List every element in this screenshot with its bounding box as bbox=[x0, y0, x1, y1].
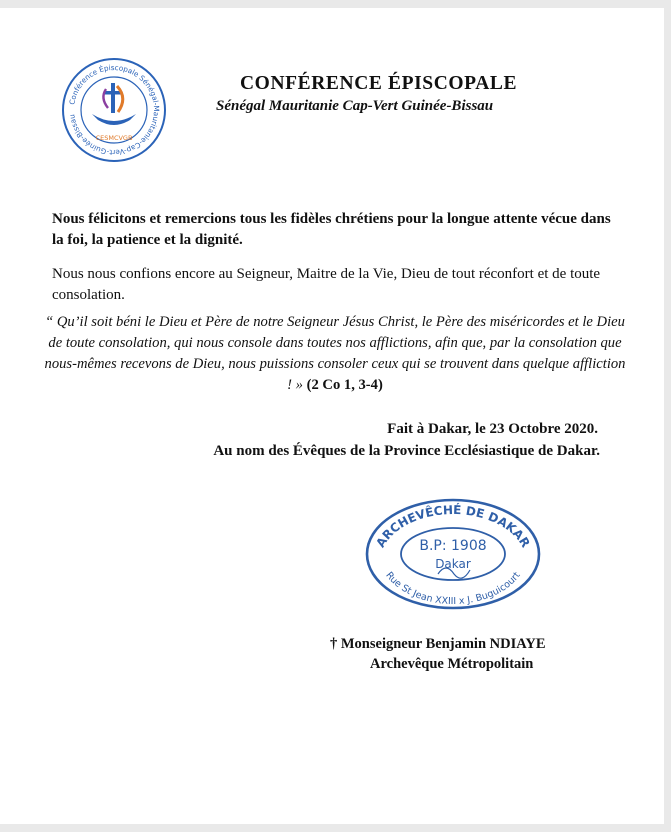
svg-text:CESMCVGB: CESMCVGB bbox=[95, 134, 133, 142]
signatory-title: Archevêque Métropolitain bbox=[370, 656, 534, 672]
svg-text:Rue St Jean XXIII x J. Buguico: Rue St Jean XXIII x J. Buguicourt bbox=[383, 569, 523, 608]
scripture-reference: (2 Co 1, 3-4) bbox=[306, 377, 383, 393]
letter-page bbox=[0, 8, 664, 824]
conference-title: CONFÉRENCE ÉPISCOPALE bbox=[240, 73, 518, 94]
scripture-quote-text: “ Qu’il soit béni le Dieu et Père de notre Seigneur Jésus Christ, le Père des miséricordes et le Dieu de toute consolation, qui nous console dans toutes nos afflictions, afin que, par la consolation que nous-mêmes recevons de Dieu, nous puissions consoler ceux qui se trouvent dans quelque affliction ! » bbox=[44, 314, 626, 393]
svg-text:Conférence Épiscopale Sénégal-: Conférence Épiscopale Sénégal-Mauritanie-Cap-Vert-Guinée-Bissau bbox=[67, 62, 162, 158]
gratitude-paragraph: Nous félicitons et remercions tous les fidèles chrétiens pour la longue attente vécue dans la foi, la patience et la dignité. bbox=[52, 211, 611, 248]
place-and-date: Fait à Dakar, le 23 Octobre 2020. bbox=[387, 421, 598, 437]
logo-emblem-icon bbox=[60, 56, 168, 164]
signatory-name: † Monseigneur Benjamin NDIAYE bbox=[330, 636, 546, 652]
svg-text:B.P: 1908: B.P: 1908 bbox=[419, 538, 487, 554]
svg-text:ARCHEVÊCHÉ DE DAKAR: ARCHEVÊCHÉ DE DAKAR bbox=[373, 502, 533, 550]
conference-subtitle: Sénégal Mauritanie Cap-Vert Guinée-Bissau bbox=[216, 98, 494, 114]
trust-paragraph: Nous nous confions encore au Seigneur, Maitre de la Vie, Dieu de tout réconfort et de toute consolation. bbox=[52, 266, 601, 303]
stamp-seal-icon bbox=[358, 492, 548, 612]
on-behalf-line: Au nom des Évêques de la Province Ecclésiastique de Dakar. bbox=[213, 443, 600, 459]
episcopal-conference-logo bbox=[60, 56, 168, 164]
scripture-quote bbox=[44, 312, 626, 396]
svg-text:Dakar: Dakar bbox=[435, 557, 471, 571]
archdiocese-stamp bbox=[358, 492, 548, 612]
